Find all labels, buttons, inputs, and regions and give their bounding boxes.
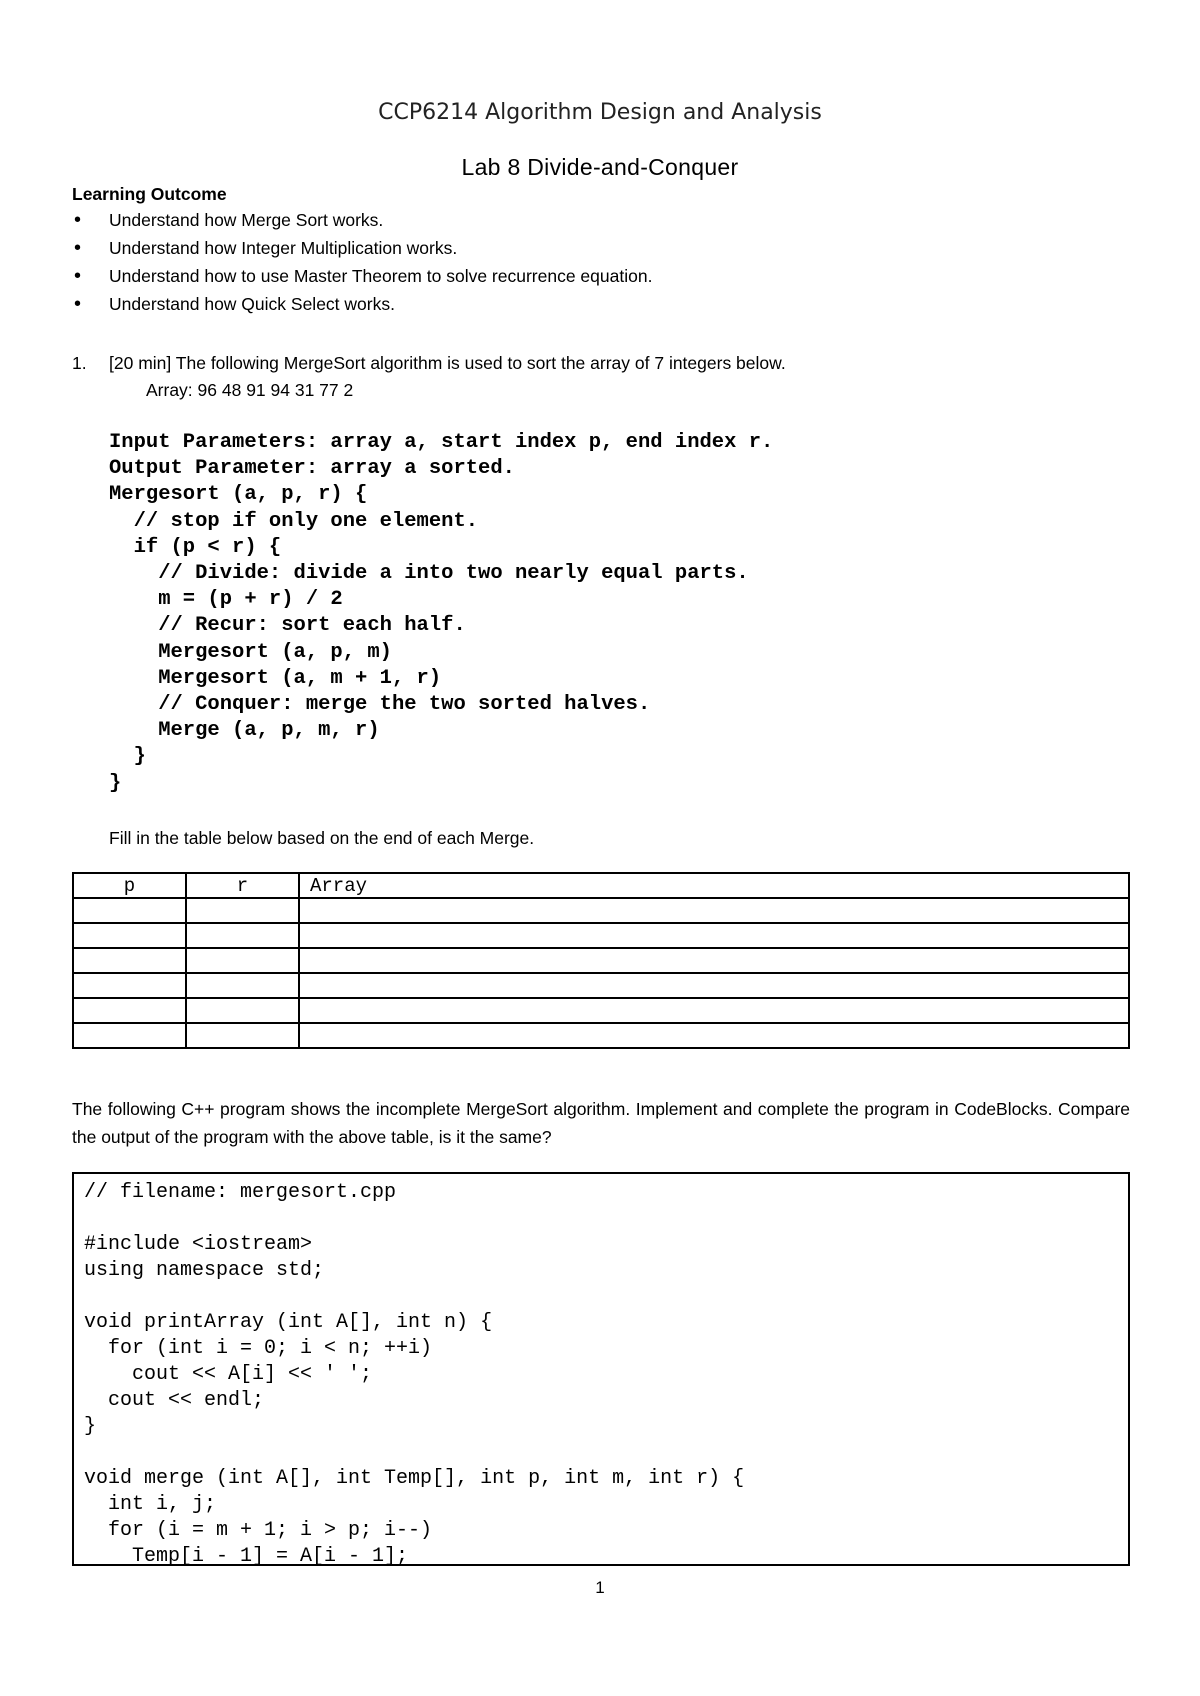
code-line: int i, j; [84,1493,217,1516]
cpp-code-listing [74,1174,1128,1566]
pseudocode-line: m = (p + r) / 2 [109,588,343,612]
page-number: 1 [595,1578,605,1597]
table-cell[interactable] [299,973,1129,998]
code-line: } [84,1415,97,1438]
table-cell[interactable] [186,948,299,973]
pseudocode-line: Merge (a, p, m, r) [109,719,380,743]
table-row [73,923,1129,948]
program-intro-paragraph: The following C++ program shows the incomplete MergeSort algorithm. Implement and complete the program in CodeBlocks. Compare the output of the program with the above table, is it the same? [72,1099,1130,1147]
learning-outcome-item: • Understand how Integer Multiplication works. [72,238,652,266]
table-cell[interactable] [73,948,186,973]
table-row [73,948,1129,973]
learning-outcome-item: • Understand how to use Master Theorem to solve recurrence equation. [72,266,652,294]
table-cell[interactable] [299,948,1129,973]
code-line: Temp[i - 1] = A[i - 1]; [84,1545,409,1566]
table-row [73,973,1129,998]
pseudocode-line: // Recur: sort each half. [109,614,466,638]
code-line: cout << A[i] << ' '; [84,1363,373,1386]
table-row [73,898,1129,923]
pseudocode-line: } [109,771,122,795]
code-line [84,1284,1128,1310]
pseudocode-line: Mergesort (a, p, m) [109,640,392,664]
code-line: // filename: mergesort.cpp [84,1181,397,1204]
pseudocode-line: Input Parameters: array a, start index p, end index r. [109,431,774,454]
lab-title: Lab 8 Divide-and-Conquer [461,154,739,180]
column-header-array: Array [299,873,1129,898]
table-cell[interactable] [73,898,186,923]
table-cell[interactable] [73,998,186,1023]
table-cell[interactable] [73,1023,186,1048]
column-header-p: p [73,873,186,898]
mergesort-pseudocode [109,430,773,797]
table-cell[interactable] [299,998,1129,1023]
table-cell[interactable] [186,973,299,998]
table-cell[interactable] [73,973,186,998]
code-line [84,1440,1128,1466]
learning-outcome-heading: Learning Outcome [72,184,227,204]
cpp-code-box [72,1172,1130,1566]
table-cell[interactable] [299,923,1129,948]
code-line: void printArray (int A[], int n) { [84,1311,493,1334]
pseudocode-line: if (p < r) { [109,535,282,559]
table-cell[interactable] [186,1023,299,1048]
table-cell[interactable] [186,998,299,1023]
pseudocode-line: // Conquer: merge the two sorted halves. [109,693,651,717]
pseudocode-line: Mergesort (a, p, r) { [109,483,368,507]
code-line: cout << endl; [84,1389,265,1412]
learning-outcome-list [72,210,652,322]
learning-outcome-item: • Understand how Quick Select works. [72,294,652,322]
pseudocode-line: Output Parameter: array a sorted. [109,457,515,481]
code-line: void merge (int A[], int Temp[], int p, int m, int r) { [84,1467,745,1490]
learning-outcome-item: • Understand how Merge Sort works. [72,210,652,238]
code-line [84,1206,1128,1232]
pseudocode-line: } [109,745,146,769]
table-cell[interactable] [186,898,299,923]
question-text: [20 min] The following MergeSort algorithm is used to sort the array of 7 integers below. [109,353,786,373]
table-cell[interactable] [299,898,1129,923]
table-row [73,1023,1129,1048]
code-line: using namespace std; [84,1259,325,1282]
code-line: for (int i = 0; i < n; ++i) [84,1337,433,1360]
pseudocode-line: // stop if only one element. [109,509,479,533]
table-row [73,998,1129,1023]
question-number: 1. [72,353,87,373]
pseudocode-line: // Divide: divide a into two nearly equal parts. [109,562,749,586]
code-line: #include <iostream> [84,1233,313,1256]
merge-trace-table [72,872,1130,1049]
table-cell[interactable] [73,923,186,948]
pseudocode-line: Mergesort (a, m + 1, r) [109,666,442,690]
course-title: CCP6214 Algorithm Design and Analysis [378,100,822,125]
input-array-line: Array: 96 48 91 94 31 77 2 [146,380,354,400]
code-line: for (i = m + 1; i > p; i--) [84,1519,433,1542]
fill-instruction: Fill in the table below based on the end of each Merge. [109,828,535,848]
table-cell[interactable] [299,1023,1129,1048]
column-header-r: r [186,873,299,898]
table-cell[interactable] [186,923,299,948]
